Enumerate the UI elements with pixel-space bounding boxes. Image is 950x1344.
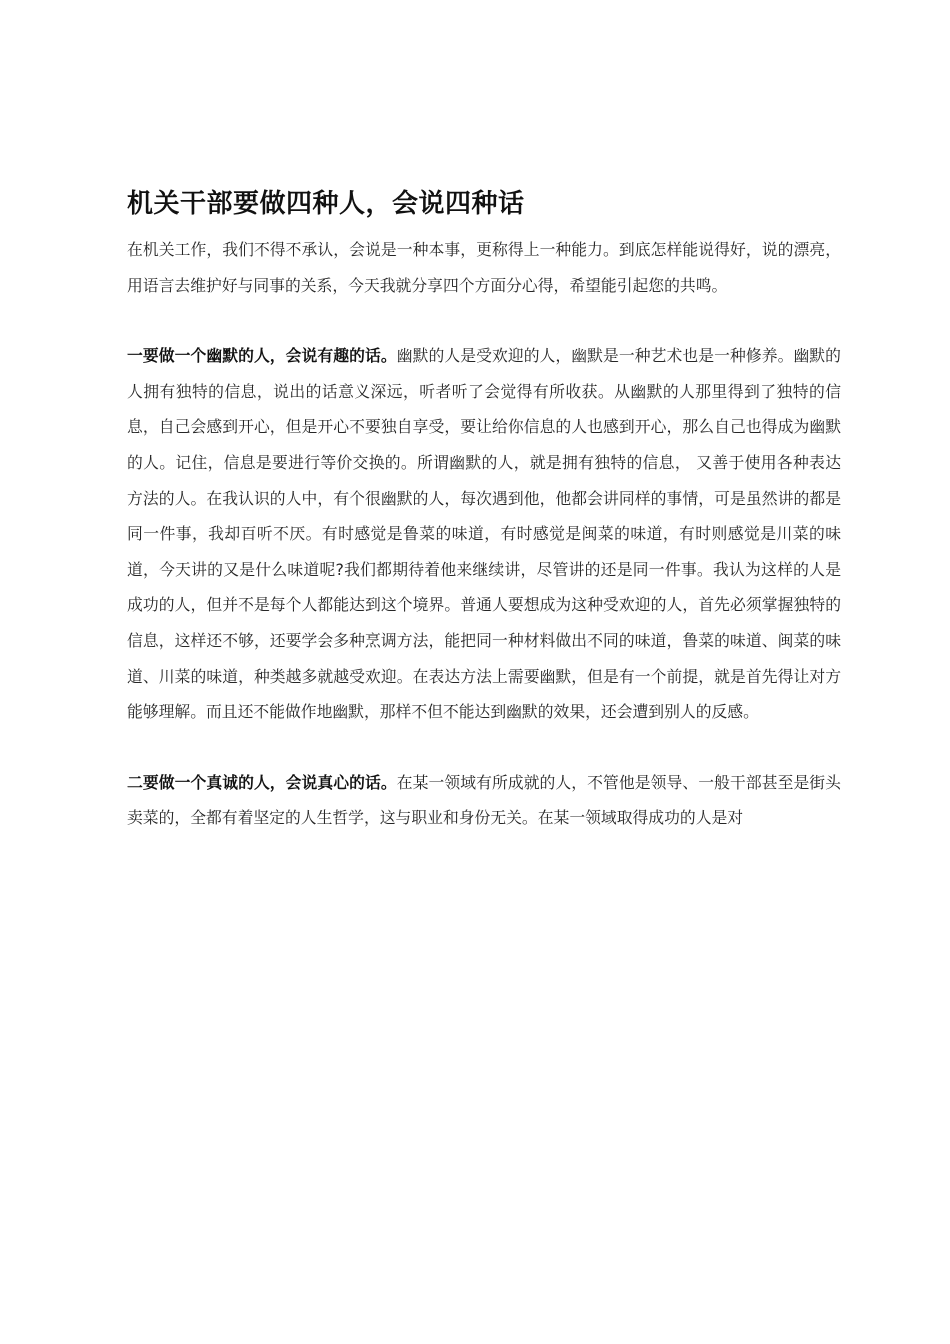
section-paragraph-sincere <box>127 765 841 836</box>
intro-paragraph: 在机关工作，我们不得不承认，会说是一种本事，更称得上一种能力。到底怎样能说得好，说的漂亮，用语言去维护好与同事的关系，今天我就分享四个方面分心得，希望能引起您的共鸣。 <box>127 240 841 295</box>
section-body-sincere: 在某一领域有所成就的人，不管他是领导、一般干部甚至是街头卖菜的，全都有着坚定的人生哲学，这与职业和身份无关。在某一领域取得成功的人是对 <box>127 772 841 828</box>
section-heading-humor: 一要做一个幽默的人，会说有趣的话。 <box>127 346 397 366</box>
document-title: 机关干部要做四种人，会说四种话 <box>127 189 525 219</box>
section-paragraph-humor <box>127 338 841 730</box>
document-page <box>127 185 841 836</box>
section-body-humor: 幽默的人是受欢迎的人，幽默是一种艺术也是一种修养。幽默的人拥有独特的信息，说出的话意义深远，听者听了会觉得有所收获。从幽默的人那里得到了独特的信息，自己会感到开心，但是开心不要独自享受，要让给你信息的人也感到开心，那么自己也得成为幽默的人。记住，信息是要进行等价交换的。所谓幽默的人，就是拥有独特的信息， 又善于使用各种表达方法的人。在我认识的人中，有个很幽默的人，每次遇到他，他都会讲同样的事情，可是虽然讲的都是同一件事，我却百听不厌。有时感觉是鲁菜的味道，有时感觉是闽菜的味道，有时则感觉是川菜的味道，今天讲的又是什么味道呢?我们都期待着他来继续讲，尽管讲的还是同一件事。我认为这样的人是成功的人，但并不是每个人都能达到这个境界。普通人要想成为这种受欢迎的人，首先必须掌握独特的信息，这样还不够，还要学会多种烹调方法，能把同一种材料做出不同的味道，鲁菜的味道、闽菜的味道、川菜的味道，种类越多就越受欢迎。在表达方法上需要幽默，但是有一个前提，就是首先得让对方能够理解。而且还不能做作地幽默，那样不但不能达到幽默的效果，还会遭到别人的反感。 <box>127 346 841 722</box>
section-heading-sincere: 二要做一个真诚的人，会说真心的话。 <box>127 772 397 792</box>
